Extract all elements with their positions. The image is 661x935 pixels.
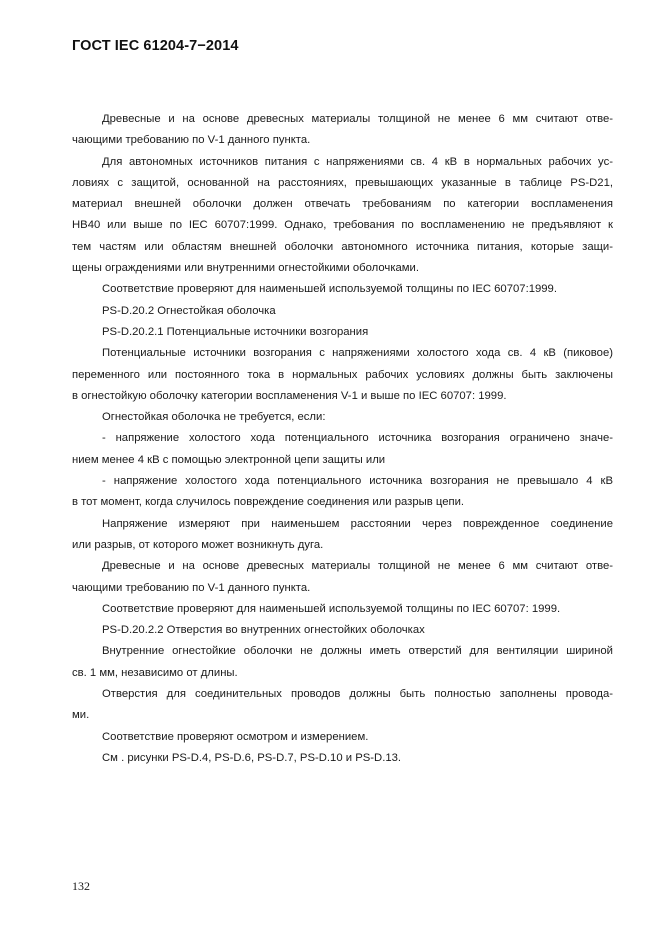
- text-line: - напряжение холостого хода потенциального источника возгорания не превышало 4 кВ: [102, 475, 613, 488]
- text-line: PS-D.20.2.2 Отверстия во внутренних огнестойких оболочках: [102, 624, 425, 637]
- text-line: Соответствие проверяют для наименьшей используемой толщины по IEC 60707: 1999.: [102, 602, 561, 615]
- text-line: Огнестойкая оболочка не требуется, если:: [102, 411, 326, 424]
- document-body: [72, 109, 613, 769]
- text-line: нием менее 4 кВ с помощью электронной цепи защиты или: [72, 453, 386, 466]
- text-line: Внутренние огнестойкие оболочки не должны иметь отверстий для вентиляции шириной: [102, 645, 613, 658]
- text-line: ловиях с защитой, основанной на расстояниях, превышающих указанные в таблице PS-D21,: [72, 176, 613, 189]
- text-line: св. 1 мм, независимо от длины.: [72, 666, 238, 679]
- text-line: Для автономных источников питания с напряжениями св. 4 кВ в нормальных рабочих ус-: [102, 155, 613, 168]
- text-line: щены ограждениями или внутренними огнестойкими оболочками.: [72, 262, 420, 275]
- text-line: чающими требованию по V-1 данного пункта.: [72, 581, 311, 594]
- text-line: Отверстия для соединительных проводов должны быть полностью заполнены провода-: [102, 688, 613, 701]
- text-line: в огнестойкую оболочку категории воспламенения V-1 и выше по IEC 60707: 1999.: [72, 389, 507, 402]
- text-line: См . рисунки PS-D.4, PS-D.6, PS-D.7, PS-D.10 и PS-D.13.: [102, 751, 402, 764]
- text-line: Соответствие проверяют осмотром и измерением.: [102, 730, 369, 743]
- text-line: или разрыв, от которого может возникнуть дуга.: [72, 538, 324, 551]
- text-line: Древесные и на основе древесных материалы толщиной не менее 6 мм считают отве-: [102, 113, 613, 125]
- text-line: в тот момент, когда случилось повреждение соединения или разрыв цепи.: [72, 496, 465, 509]
- text-line: Соответствие проверяют для наименьшей используемой толщины по IEC 60707:1999.: [102, 283, 557, 296]
- text-line: HB40 или выше по IEC 60707:1999. Однако, требования по воспламенению не предъявляют к: [72, 219, 613, 232]
- document-header-title: ГОСТ IEC 61204-7−2014: [72, 38, 239, 54]
- text-line: Древесные и на основе древесных материалы толщиной не менее 6 мм считают отве-: [102, 560, 613, 573]
- text-line: PS-D.20.2 Огнестойкая оболочка: [102, 304, 276, 317]
- text-line: Потенциальные источники возгорания с напряжениями холостого хода св. 4 кВ (пиковое): [102, 347, 613, 360]
- text-line: - напряжение холостого хода потенциального источника возгорания ограничено значе-: [102, 432, 613, 445]
- text-line: PS-D.20.2.1 Потенциальные источники возгорания: [102, 325, 369, 338]
- text-line: ми.: [72, 709, 90, 722]
- page-number: 132: [72, 879, 90, 893]
- text-line: переменного или постоянного тока в нормальных рабочих условиях должны быть заключены: [72, 368, 613, 381]
- text-line: чающими требованию по V-1 данного пункта.: [72, 134, 311, 147]
- text-line: материал внешней оболочки должен отвечать требованиям по категории воспламенения: [72, 198, 613, 211]
- text-line: тем частям или областям внешней оболочки автономного источника питания, которые защи-: [72, 240, 613, 253]
- text-line: Напряжение измеряют при наименьшем расстоянии через поврежденное соединение: [102, 517, 613, 530]
